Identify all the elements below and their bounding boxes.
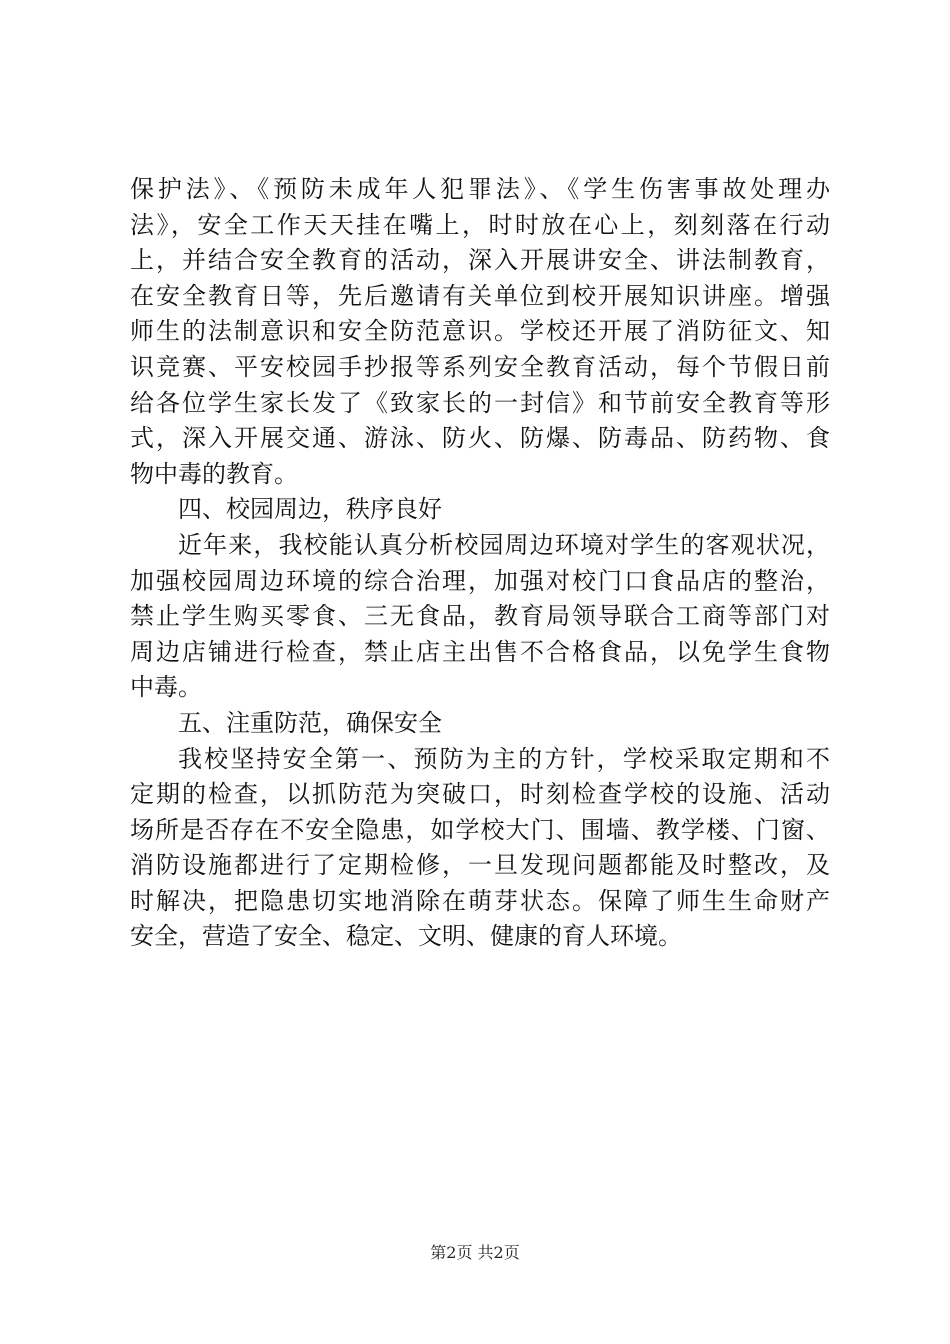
text-line: 中毒。 — [130, 673, 202, 702]
text-line: 保护法》、《预防未成年人犯罪法》、《学生伤害事故处理办 — [130, 175, 830, 203]
text-line: 安全，营造了安全、稳定、文明、健康的育人环境。 — [130, 922, 682, 951]
text-line: 近年来，我校能认真分析校园周边环境对学生的客观状况， — [178, 530, 830, 559]
text-line: 定期的检查，以抓防范为突破口，时刻检查学校的设施、活动 — [130, 780, 830, 809]
text-line: 周边店铺进行检查，禁止店主出售不合格食品，以免学生食物 — [130, 637, 830, 666]
text-line: 场所是否存在不安全隐患，如学校大门、围墙、教学楼、门窗、 — [130, 815, 830, 844]
text-line: 我校坚持安全第一、预防为主的方针，学校采取定期和不 — [178, 744, 830, 773]
text-line: 五、注重防范，确保安全 — [178, 708, 442, 737]
text-line: 法》，安全工作天天挂在嘴上，时时放在心上，刻刻落在行动 — [130, 210, 830, 239]
text-line: 在安全教育日等，先后邀请有关单位到校开展知识讲座。增强 — [130, 281, 830, 310]
text-line: 消防设施都进行了定期检修，一旦发现问题都能及时整改，及 — [130, 851, 830, 880]
text-line: 加强校园周边环境的综合治理，加强对校门口食品店的整治， — [130, 566, 830, 595]
text-line: 师生的法制意识和安全防范意识。学校还开展了消防征文、知 — [130, 317, 830, 346]
text-line: 识竞赛、平安校园手抄报等系列安全教育活动，每个节假日前 — [130, 352, 830, 381]
text-line: 上，并结合安全教育的活动，深入开展讲安全、讲法制教育， — [130, 246, 830, 275]
text-line: 物中毒的教育。 — [130, 459, 298, 488]
text-line: 给各位学生家长发了《致家长的一封信》和节前安全教育等形 — [130, 388, 830, 417]
page-footer: 第2页 共2页 — [430, 1243, 520, 1262]
text-line: 禁止学生购买零食、三无食品，教育局领导联合工商等部门对 — [130, 602, 830, 631]
document-body — [130, 172, 830, 955]
text-line: 时解决，把隐患切实地消除在萌芽状态。保障了师生生命财产 — [130, 886, 830, 915]
text-line: 式，深入开展交通、游泳、防火、防爆、防毒品、防药物、食 — [130, 424, 830, 453]
text-line: 四、校园周边，秩序良好 — [178, 495, 442, 524]
